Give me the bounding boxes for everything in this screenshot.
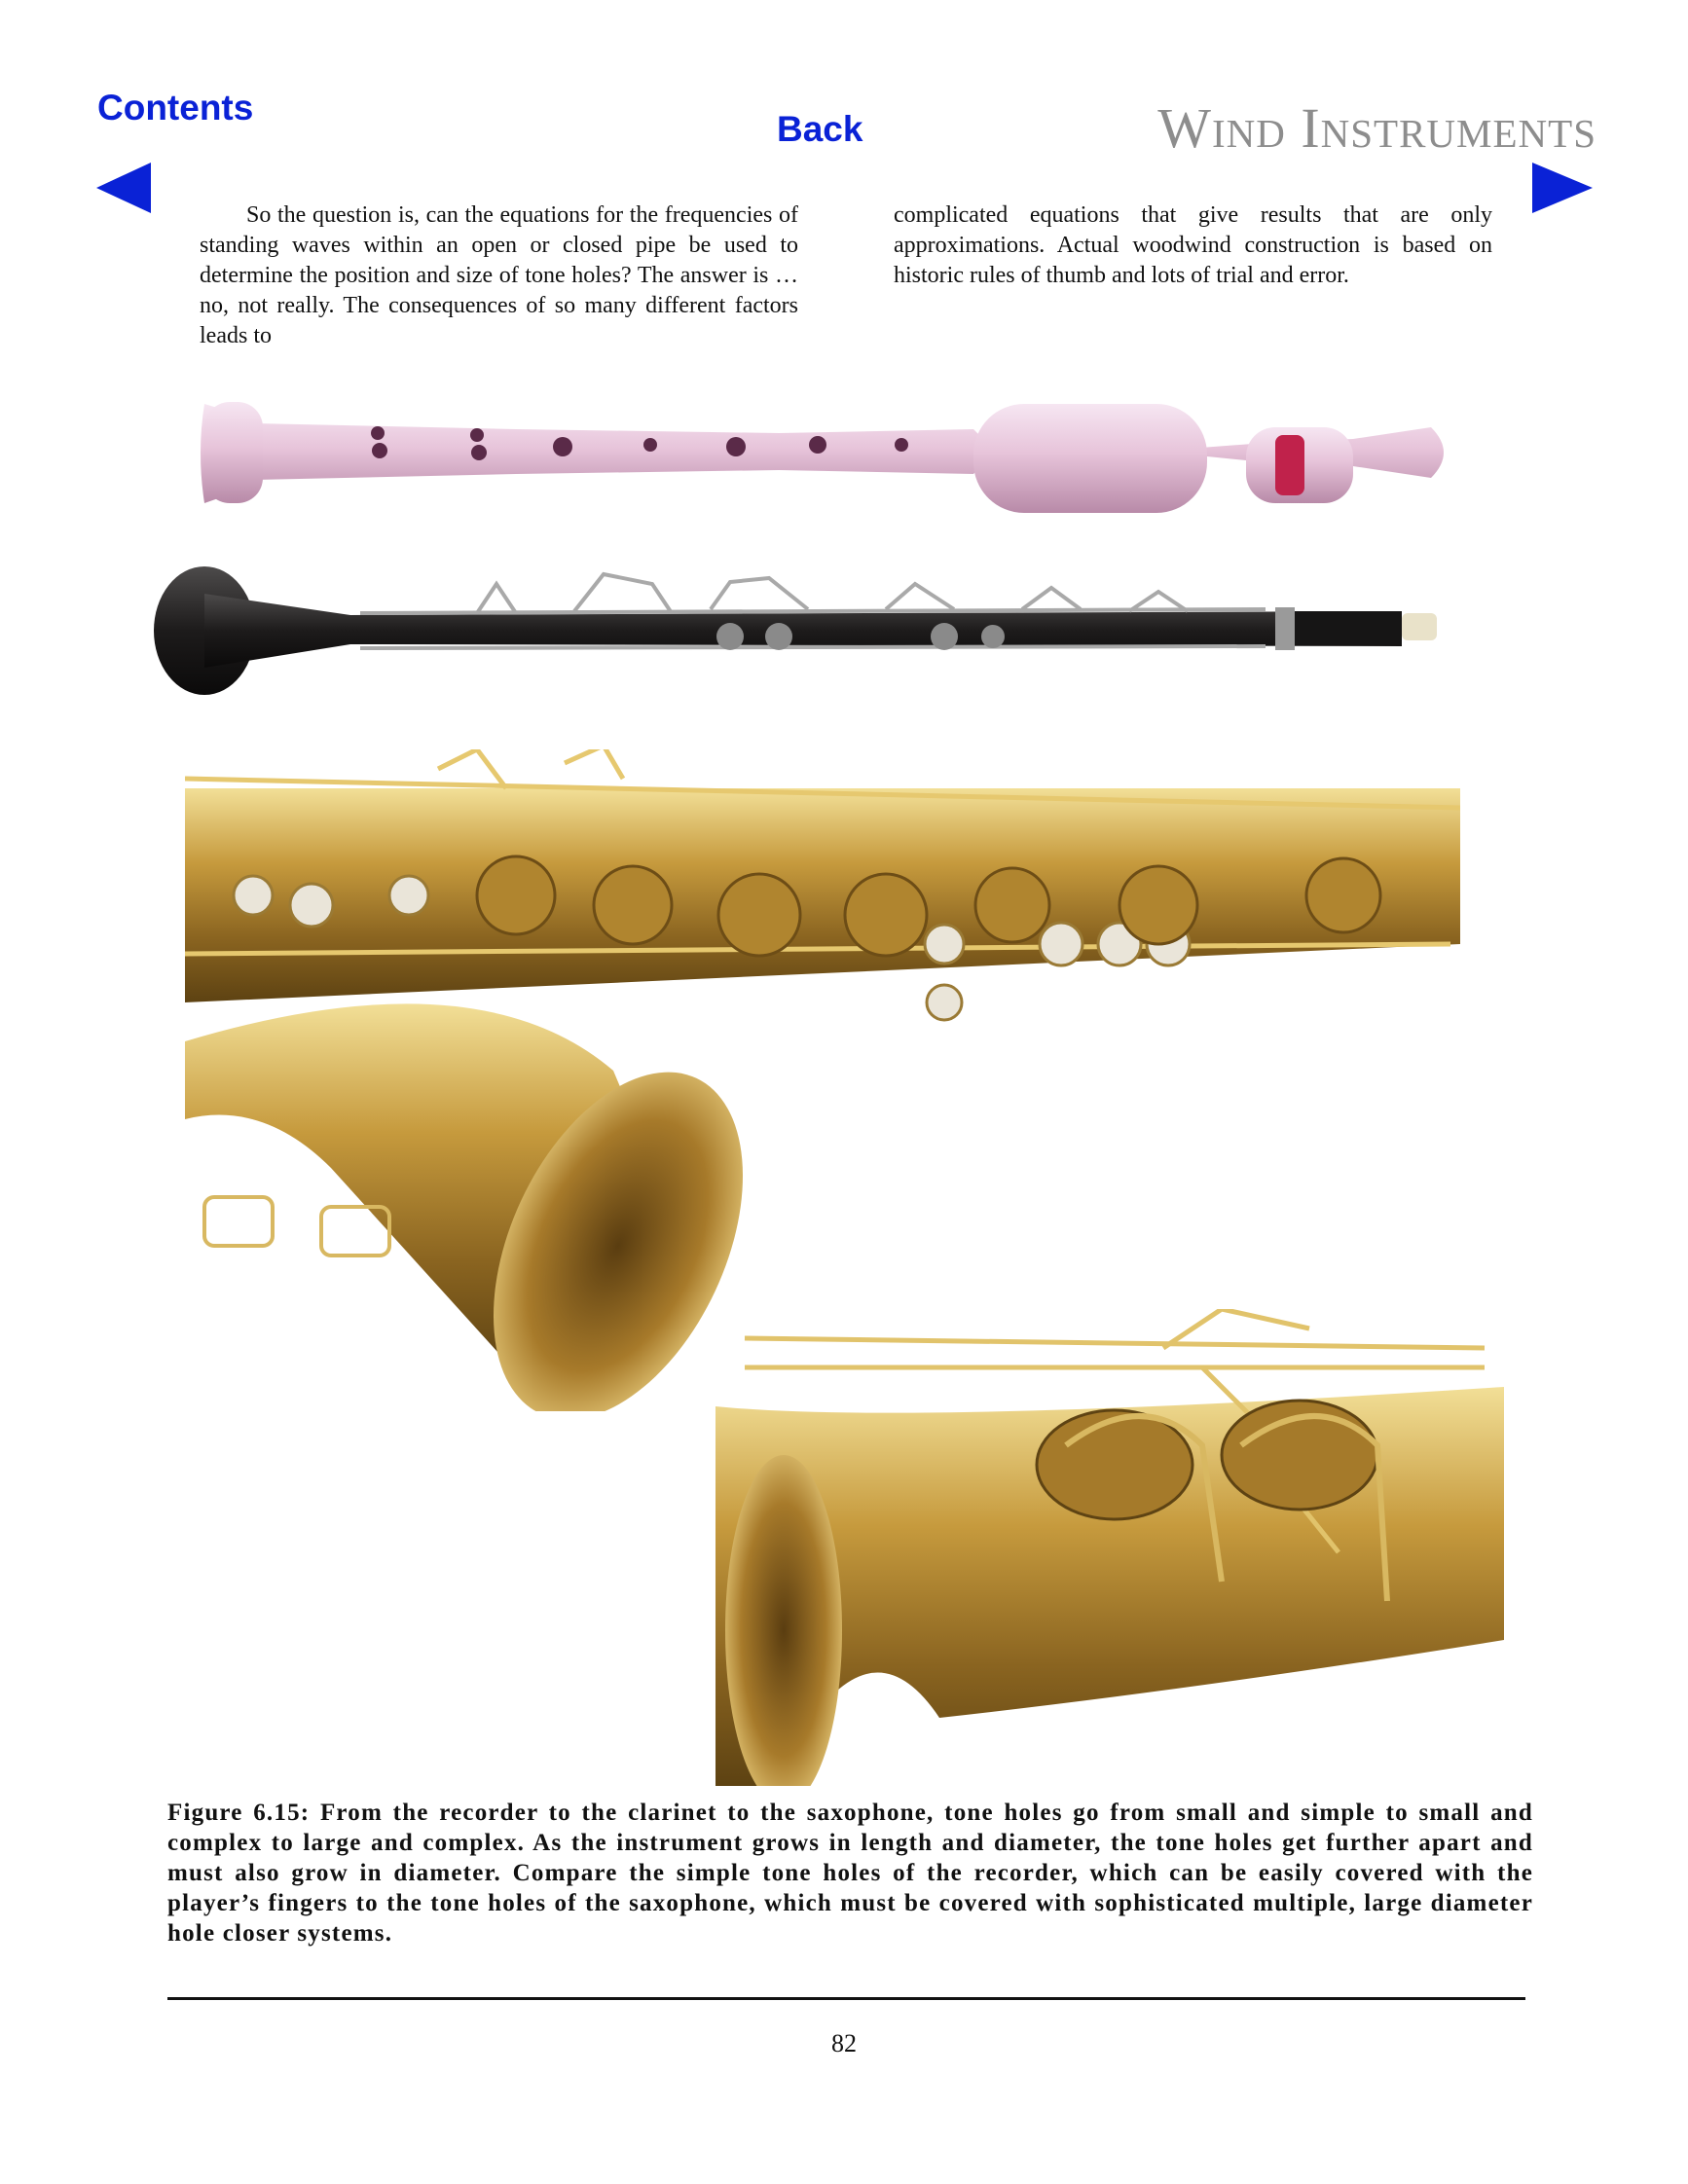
next-page-arrow-icon[interactable] xyxy=(1530,159,1595,217)
book-title: Wind Instruments xyxy=(1157,96,1596,160)
recorder-photo xyxy=(195,384,1460,521)
caption-divider xyxy=(167,1997,1525,2000)
body-text-left-column: So the question is, can the equations for the frequencies of standing waves within an open or closed pipe be used to determine the position and size of tone holes? The answer is … no, not really. The consequences of so many different factors leads to xyxy=(200,202,798,348)
body-text-right-column: complicated equations that give results that are only approximations. Actual woodwind construction is based on historic rules of thumb and lots of trial and error. xyxy=(894,202,1492,288)
prev-page-arrow-icon[interactable] xyxy=(94,159,153,217)
contents-link[interactable]: Contents xyxy=(97,88,254,127)
clarinet-photo xyxy=(146,555,1450,701)
figure-caption: Figure 6.15: From the recorder to the clarinet to the saxophone, tone holes go from small and simple to small and complex to large and complex. As the instrument grows in length and diameter, the tone holes get further apart and must also grow in diameter. Compare the simple tone holes of the recorder, which can be easily covered with the player’s fingers to the tone holes of the saxophone, which must be covered with sophisticated multiple, large diameter hole closer systems. xyxy=(167,1800,1533,1947)
saxophone-bow-keys-photo xyxy=(716,1309,1504,1786)
page-number: 82 xyxy=(831,2029,857,2057)
back-link[interactable]: Back xyxy=(777,109,863,149)
